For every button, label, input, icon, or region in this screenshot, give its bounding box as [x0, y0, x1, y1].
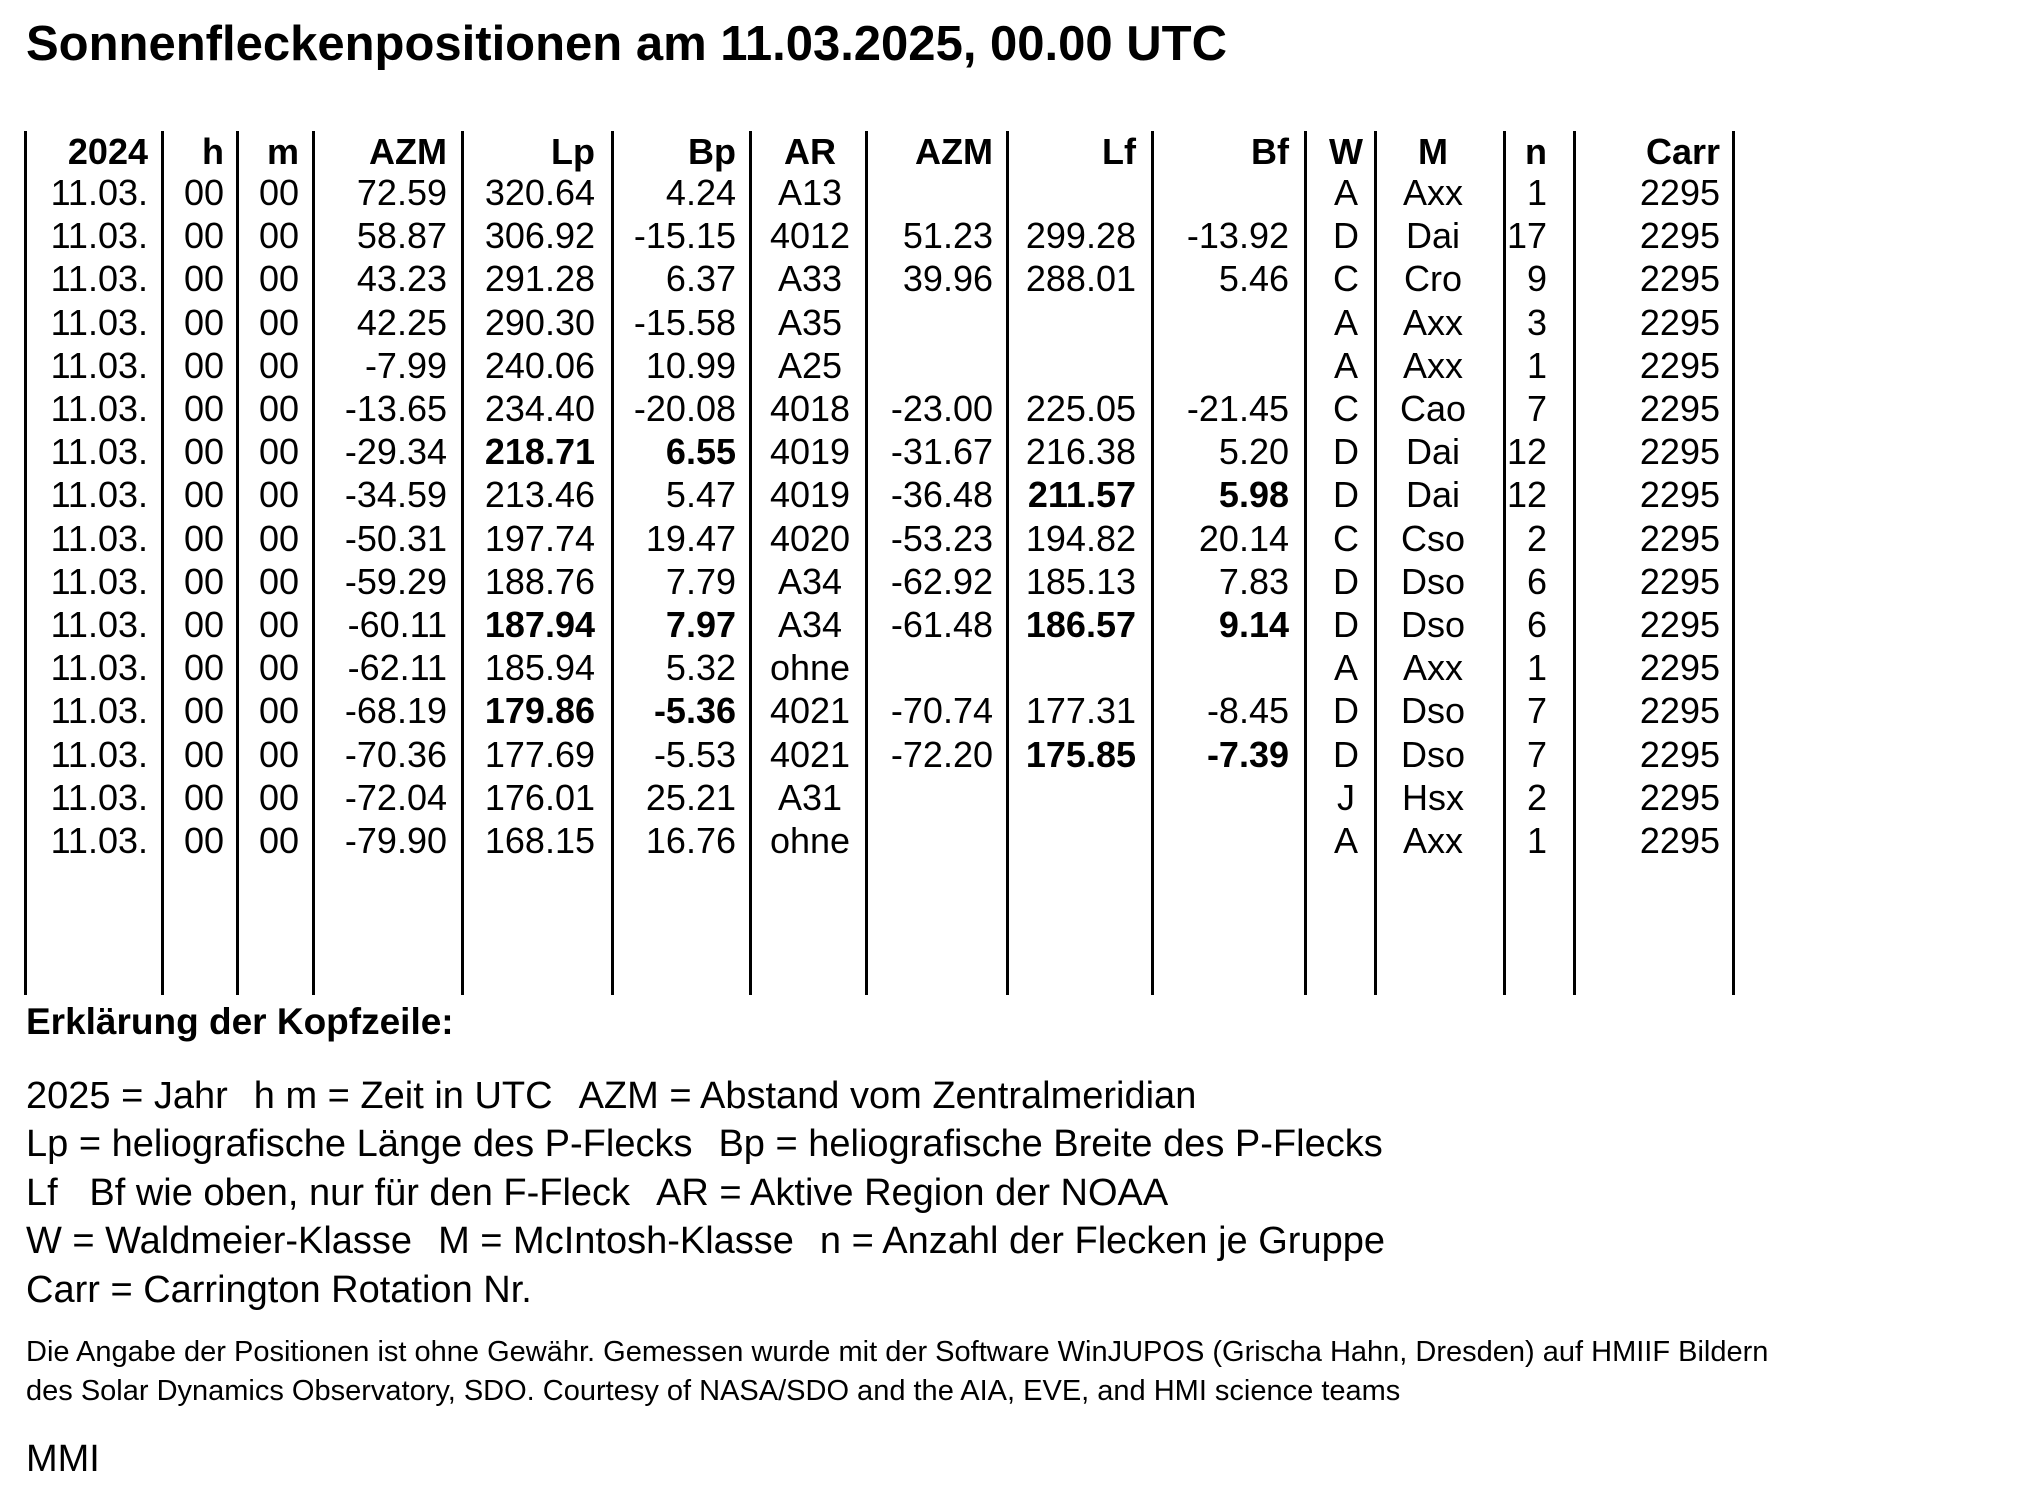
header-minute: m — [266, 131, 299, 172]
cell-hour: 00 — [183, 517, 224, 559]
cell-azm-f: -70.74 — [890, 690, 993, 732]
cell-azm-f: 51.23 — [902, 215, 993, 257]
cell-carrington: 2295 — [1639, 517, 1720, 559]
cell-mcintosh: Dai — [1405, 474, 1461, 516]
cell-lf: 194.82 — [1025, 517, 1136, 559]
cell-mcintosh: Axx — [1402, 647, 1463, 689]
cell-ar: 4012 — [769, 215, 851, 257]
explanation-list — [26, 1072, 1385, 1314]
table-row — [0, 344, 1760, 387]
cell-date: 11.03. — [50, 301, 148, 343]
cell-lp: 218.71 — [484, 431, 595, 473]
table-row — [0, 257, 1760, 300]
cell-count: 7 — [1526, 733, 1547, 775]
explanation-item: AZM = Abstand vom Zentralmeridian — [578, 1075, 1197, 1117]
cell-lp: 306.92 — [484, 215, 595, 257]
disclaimer-note — [26, 1333, 1768, 1411]
table-row — [0, 171, 1760, 214]
cell-lf — [996, 819, 1136, 862]
cell-minute: 00 — [258, 604, 299, 645]
cell-ar: 4019 — [769, 474, 851, 516]
table-row — [0, 430, 1760, 473]
cell-carrington: 2295 — [1639, 215, 1720, 257]
cell-waldmeier: C — [1333, 388, 1359, 429]
cell-count: 7 — [1526, 388, 1547, 429]
cell-bf: -8.45 — [1206, 690, 1289, 732]
cell-carrington: 2295 — [1639, 604, 1720, 645]
cell-mcintosh: Hsx — [1402, 776, 1464, 818]
cell-azm-f: -53.23 — [890, 517, 993, 559]
cell-hour: 00 — [183, 258, 224, 300]
table-row — [0, 560, 1760, 603]
cell-lf — [996, 776, 1136, 819]
cell-date: 11.03. — [50, 172, 148, 213]
cell-bp: 5.32 — [665, 647, 736, 689]
cell-lp: 240.06 — [484, 344, 595, 386]
cell-date: 11.03. — [50, 215, 148, 257]
cell-azm-f: -31.67 — [890, 431, 993, 473]
cell-bp: -15.58 — [633, 301, 736, 343]
cell-bf: 5.46 — [1218, 258, 1289, 300]
cell-mcintosh: Dai — [1405, 431, 1461, 473]
explanation-item: n = Anzahl der Flecken je Gruppe — [819, 1220, 1385, 1263]
cell-waldmeier: C — [1333, 517, 1359, 559]
cell-waldmeier: J — [1337, 776, 1355, 818]
explanation-item: AR = Aktive Region der NOAA — [656, 1171, 1169, 1214]
cell-ar: 4021 — [769, 690, 851, 732]
cell-bf: -13.92 — [1186, 215, 1289, 257]
cell-azm-f: -62.92 — [890, 560, 993, 602]
cell-minute: 00 — [258, 344, 299, 386]
cell-lp: 213.46 — [484, 474, 595, 516]
cell-minute: 00 — [258, 258, 299, 300]
cell-bf — [1149, 819, 1289, 862]
cell-bp: 19.47 — [645, 517, 736, 559]
explanation-line — [26, 1072, 1385, 1120]
cell-azm-p: -62.11 — [347, 647, 447, 689]
cell-count: 6 — [1526, 604, 1547, 645]
cell-bp: -5.53 — [653, 733, 736, 775]
cell-azm-p: 42.25 — [356, 301, 447, 343]
cell-lp: 188.76 — [484, 560, 595, 602]
cell-mcintosh: Cao — [1399, 388, 1467, 429]
cell-bf: 7.83 — [1218, 560, 1289, 602]
cell-lf: 177.31 — [1025, 690, 1136, 732]
header-carrington: Carr — [1645, 131, 1720, 172]
cell-ar: A31 — [777, 776, 843, 818]
cell-waldmeier: D — [1333, 431, 1359, 473]
cell-mcintosh: Cso — [1400, 517, 1466, 559]
cell-bp: 4.24 — [665, 172, 736, 213]
cell-bf — [1149, 301, 1289, 344]
cell-count: 17 — [1506, 215, 1547, 257]
cell-count: 1 — [1526, 820, 1547, 861]
cell-date: 11.03. — [50, 820, 148, 861]
cell-date: 11.03. — [50, 517, 148, 559]
cell-date: 11.03. — [50, 776, 148, 818]
sunspot-table — [0, 128, 1760, 998]
cell-date: 11.03. — [50, 647, 148, 689]
table-row — [0, 214, 1760, 257]
cell-ar: 4021 — [769, 733, 851, 775]
cell-mcintosh: Dso — [1400, 604, 1466, 645]
cell-lp: 187.94 — [484, 604, 595, 645]
cell-minute: 00 — [258, 733, 299, 775]
cell-bf — [1149, 171, 1289, 214]
cell-lf: 225.05 — [1025, 388, 1136, 429]
cell-date: 11.03. — [50, 604, 148, 645]
cell-mcintosh: Dai — [1405, 215, 1461, 257]
table-row — [0, 387, 1760, 430]
explanation-item: M = McIntosh-Klasse — [438, 1220, 794, 1263]
cell-lf: 175.85 — [1025, 733, 1136, 775]
cell-waldmeier: A — [1333, 647, 1358, 689]
cell-azm-f — [853, 171, 993, 214]
cell-minute: 00 — [258, 776, 299, 818]
cell-count: 2 — [1526, 517, 1547, 559]
cell-bf: -21.45 — [1186, 388, 1289, 429]
cell-lp: 197.74 — [484, 517, 595, 559]
cell-carrington: 2295 — [1639, 820, 1720, 861]
cell-carrington: 2295 — [1639, 776, 1720, 818]
cell-azm-p: -60.11 — [347, 604, 447, 645]
cell-azm-f: -72.20 — [890, 733, 993, 775]
header-bf: Bf — [1251, 131, 1289, 172]
cell-waldmeier: D — [1333, 733, 1359, 775]
cell-azm-p: 43.23 — [356, 258, 447, 300]
cell-minute: 00 — [258, 820, 299, 861]
cell-date: 11.03. — [50, 474, 148, 516]
cell-lp: 234.40 — [484, 388, 595, 429]
cell-waldmeier: D — [1333, 215, 1359, 257]
cell-bf — [1149, 776, 1289, 819]
cell-count: 3 — [1526, 301, 1547, 343]
cell-date: 11.03. — [50, 690, 148, 732]
cell-lp: 179.86 — [484, 690, 595, 732]
cell-azm-f — [853, 344, 993, 387]
cell-bf: 9.14 — [1218, 604, 1289, 645]
cell-count: 12 — [1506, 431, 1547, 473]
cell-date: 11.03. — [50, 733, 148, 775]
cell-ar: A13 — [777, 172, 843, 213]
cell-azm-f — [853, 776, 993, 819]
cell-minute: 00 — [258, 431, 299, 473]
cell-azm-f — [853, 646, 993, 689]
cell-mcintosh: Dso — [1400, 560, 1466, 602]
cell-minute: 00 — [258, 215, 299, 257]
header-waldmeier: W — [1329, 131, 1363, 172]
explanation-item: h m = Zeit in UTC — [253, 1075, 553, 1117]
cell-bf: 5.20 — [1218, 431, 1289, 473]
cell-ar: A34 — [777, 560, 843, 602]
cell-minute: 00 — [258, 172, 299, 213]
cell-date: 11.03. — [50, 388, 148, 429]
cell-lf — [996, 646, 1136, 689]
cell-carrington: 2295 — [1639, 301, 1720, 343]
cell-lp: 168.15 — [484, 820, 595, 861]
cell-count: 1 — [1526, 647, 1547, 689]
cell-count: 12 — [1506, 474, 1547, 516]
cell-lf: 216.38 — [1025, 431, 1136, 473]
cell-count: 1 — [1526, 344, 1547, 386]
cell-bp: 10.99 — [645, 344, 736, 386]
cell-azm-p: -7.99 — [364, 344, 447, 386]
cell-lf — [996, 301, 1136, 344]
cell-lp: 291.28 — [484, 258, 595, 300]
header-ar: AR — [784, 131, 836, 172]
cell-azm-f: -61.48 — [890, 604, 993, 645]
table-row — [0, 733, 1760, 776]
cell-hour: 00 — [183, 215, 224, 257]
cell-waldmeier: D — [1333, 560, 1359, 602]
cell-bf: 5.98 — [1218, 474, 1289, 516]
cell-waldmeier: D — [1333, 690, 1359, 732]
table-row — [0, 473, 1760, 516]
table-row — [0, 301, 1760, 344]
header-mcintosh: M — [1418, 131, 1448, 172]
header-hour: h — [202, 131, 224, 172]
cell-mcintosh: Axx — [1402, 172, 1463, 213]
header-azm-f: AZM — [915, 131, 993, 172]
cell-waldmeier: A — [1333, 172, 1358, 213]
cell-azm-p: -50.31 — [344, 517, 447, 559]
table-row — [0, 689, 1760, 732]
cell-carrington: 2295 — [1639, 733, 1720, 775]
cell-waldmeier: A — [1333, 820, 1358, 861]
cell-minute: 00 — [258, 517, 299, 559]
cell-hour: 00 — [183, 560, 224, 602]
explanation-line — [26, 1120, 1385, 1168]
note-line: Die Angabe der Positionen ist ohne Gewähr. Gemessen wurde mit der Software WinJUPOS (Grischa Hahn, Dresden) auf HMIIF Bildern — [26, 1336, 1769, 1368]
cell-lf: 185.13 — [1025, 560, 1136, 602]
cell-hour: 00 — [183, 733, 224, 775]
cell-azm-f: -36.48 — [890, 474, 993, 516]
cell-carrington: 2295 — [1639, 258, 1720, 300]
cell-count: 1 — [1526, 172, 1547, 213]
cell-bp: 25.21 — [645, 776, 736, 818]
cell-carrington: 2295 — [1639, 431, 1720, 473]
cell-azm-f: 39.96 — [902, 258, 993, 300]
cell-ar: A33 — [777, 258, 843, 300]
cell-azm-p: -13.65 — [344, 388, 447, 429]
page-title: Sonnenfleckenpositionen am 11.03.2025, 00.00 UTC — [26, 17, 1227, 71]
cell-hour: 00 — [183, 172, 224, 213]
cell-bf: -7.39 — [1206, 733, 1289, 775]
cell-azm-f: -23.00 — [890, 388, 993, 429]
explanation-heading: Erklärung der Kopfzeile: — [26, 1001, 454, 1042]
cell-azm-p: -70.36 — [344, 733, 447, 775]
cell-lp: 185.94 — [484, 647, 595, 689]
cell-ar: 4018 — [769, 388, 851, 429]
explanation-item: W = Waldmeier-Klasse — [26, 1220, 413, 1263]
cell-bf — [1149, 344, 1289, 387]
cell-bp: 16.76 — [645, 820, 736, 861]
cell-carrington: 2295 — [1639, 172, 1720, 213]
cell-azm-p: -79.90 — [344, 820, 447, 861]
cell-lf: 186.57 — [1025, 604, 1136, 645]
cell-date: 11.03. — [50, 344, 148, 386]
cell-waldmeier: A — [1333, 301, 1358, 343]
table-row — [0, 517, 1760, 560]
cell-carrington: 2295 — [1639, 474, 1720, 516]
table-row — [0, 776, 1760, 819]
cell-azm-f — [853, 819, 993, 862]
cell-count: 7 — [1526, 690, 1547, 732]
cell-mcintosh: Axx — [1402, 820, 1463, 861]
cell-minute: 00 — [258, 690, 299, 732]
cell-count: 9 — [1526, 258, 1547, 300]
table-header-row — [0, 130, 1760, 173]
cell-waldmeier: D — [1333, 474, 1359, 516]
cell-hour: 00 — [183, 301, 224, 343]
header-date: 2024 — [67, 131, 148, 172]
explanation-item: Lf Bf wie oben, nur für den F-Fleck — [26, 1171, 631, 1214]
explanation-line — [26, 1266, 1385, 1314]
explanation-item: Bp = heliografische Breite des P-Flecks — [718, 1123, 1383, 1166]
cell-ar: A35 — [777, 301, 843, 343]
cell-lf: 211.57 — [1027, 474, 1136, 516]
cell-bp: -15.15 — [633, 215, 736, 257]
cell-carrington: 2295 — [1639, 647, 1720, 689]
cell-bp: 6.55 — [665, 431, 736, 473]
cell-bp: 7.97 — [665, 604, 736, 645]
cell-bf: 20.14 — [1198, 517, 1289, 559]
cell-lf: 288.01 — [1025, 258, 1136, 300]
cell-minute: 00 — [258, 560, 299, 602]
header-count: n — [1525, 131, 1547, 172]
cell-date: 11.03. — [50, 431, 148, 473]
header-lp: Lp — [551, 131, 595, 172]
cell-lp: 177.69 — [484, 733, 595, 775]
cell-carrington: 2295 — [1639, 344, 1720, 386]
cell-count: 6 — [1526, 560, 1547, 602]
cell-mcintosh: Dso — [1400, 733, 1466, 775]
cell-ar: 4020 — [769, 517, 851, 559]
cell-waldmeier: D — [1333, 604, 1359, 645]
cell-ar: 4019 — [769, 431, 851, 473]
cell-hour: 00 — [183, 388, 224, 429]
cell-ar: ohne — [769, 647, 851, 689]
cell-ar: ohne — [769, 820, 851, 861]
cell-mcintosh: Cro — [1403, 258, 1462, 300]
cell-minute: 00 — [258, 647, 299, 689]
cell-bp: 6.37 — [665, 258, 736, 300]
cell-hour: 00 — [183, 431, 224, 473]
cell-hour: 00 — [183, 474, 224, 516]
cell-azm-p: -59.29 — [344, 560, 447, 602]
cell-carrington: 2295 — [1639, 690, 1720, 732]
cell-lf: 299.28 — [1025, 215, 1136, 257]
cell-minute: 00 — [258, 301, 299, 343]
cell-azm-p: 58.87 — [356, 215, 447, 257]
cell-hour: 00 — [183, 690, 224, 732]
explanation-item: Lp = heliografische Länge des P-Flecks — [26, 1123, 693, 1166]
cell-hour: 00 — [183, 344, 224, 386]
cell-hour: 00 — [183, 647, 224, 689]
cell-minute: 00 — [258, 388, 299, 429]
cell-minute: 00 — [258, 474, 299, 516]
header-lf: Lf — [1102, 131, 1136, 172]
cell-lf — [996, 344, 1136, 387]
cell-count: 2 — [1526, 776, 1547, 818]
cell-bp: 7.79 — [665, 560, 736, 602]
cell-bp: -5.36 — [653, 690, 736, 732]
cell-bp: -20.08 — [633, 388, 736, 429]
signature: MMI — [26, 1438, 100, 1480]
cell-date: 11.03. — [50, 560, 148, 602]
cell-hour: 00 — [183, 776, 224, 818]
cell-azm-p: -72.04 — [344, 776, 447, 818]
cell-date: 11.03. — [50, 258, 148, 300]
table-row — [0, 819, 1760, 862]
table-row — [0, 603, 1760, 646]
cell-lf — [996, 171, 1136, 214]
cell-azm-p: -29.34 — [344, 431, 447, 473]
cell-azm-p: -34.59 — [344, 474, 447, 516]
explanation-line — [26, 1169, 1385, 1217]
header-bp: Bp — [688, 131, 736, 172]
cell-bf — [1149, 646, 1289, 689]
table-row — [0, 646, 1760, 689]
cell-azm-f — [853, 301, 993, 344]
cell-ar: A34 — [777, 604, 843, 645]
cell-lp: 290.30 — [484, 301, 595, 343]
cell-carrington: 2295 — [1639, 388, 1720, 429]
cell-lp: 176.01 — [484, 776, 595, 818]
cell-carrington: 2295 — [1639, 560, 1720, 602]
cell-hour: 00 — [183, 604, 224, 645]
cell-waldmeier: A — [1333, 344, 1358, 386]
cell-waldmeier: C — [1333, 258, 1359, 300]
explanation-item: Carr = Carrington Rotation Nr. — [26, 1268, 532, 1311]
cell-azm-p: -68.19 — [344, 690, 447, 732]
cell-azm-p: 72.59 — [356, 172, 447, 213]
cell-hour: 00 — [183, 820, 224, 861]
cell-lp: 320.64 — [484, 172, 595, 213]
cell-mcintosh: Axx — [1402, 344, 1463, 386]
cell-mcintosh: Dso — [1400, 690, 1466, 732]
explanation-line — [26, 1217, 1385, 1265]
cell-bp: 5.47 — [665, 474, 736, 516]
cell-ar: A25 — [777, 344, 843, 386]
cell-mcintosh: Axx — [1402, 301, 1463, 343]
header-azm-p: AZM — [369, 131, 447, 172]
note-line: des Solar Dynamics Observatory, SDO. Courtesy of NASA/SDO and the AIA, EVE, and HMI science teams — [26, 1375, 1401, 1407]
explanation-item: 2025 = Jahr — [26, 1075, 228, 1117]
